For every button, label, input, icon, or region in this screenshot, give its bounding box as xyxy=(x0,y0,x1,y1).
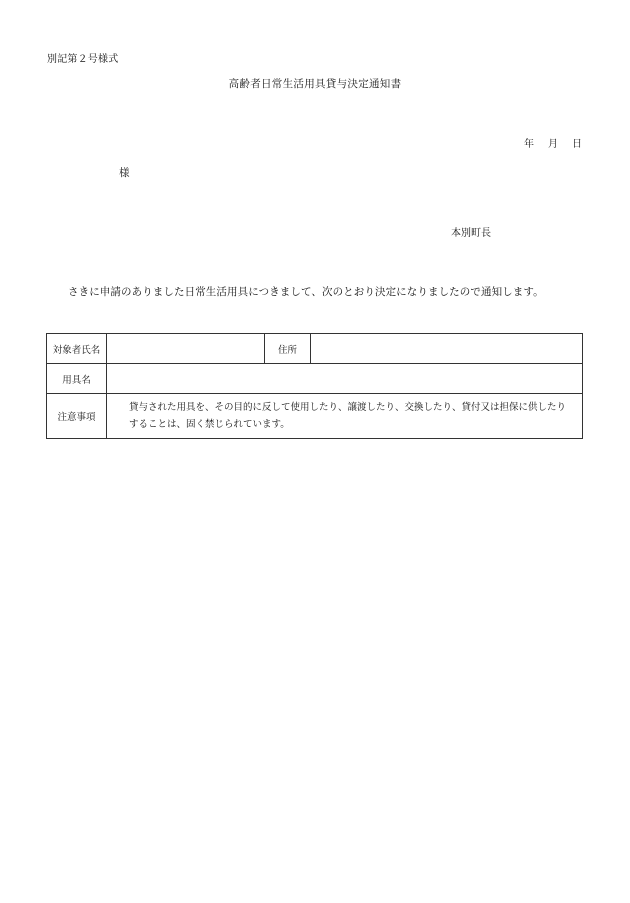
table-row-name-address xyxy=(47,334,583,364)
table-row-notes xyxy=(47,394,583,439)
date-day-label: 日 xyxy=(572,139,582,150)
name-label: 対象者氏名 xyxy=(47,334,107,364)
address-label: 住所 xyxy=(265,334,311,364)
recipient-honorific: 様 xyxy=(119,167,130,179)
notes-label: 注意事項 xyxy=(47,394,107,439)
notification-body: さきに申請のありました日常生活用具につきまして、次のとおり決定になりましたので通知します。 xyxy=(68,286,544,298)
document-title: 高齢者日常生活用具貸与決定通知書 xyxy=(228,78,402,90)
date-year-label: 年 xyxy=(524,139,534,150)
form-number: 別記第２号様式 xyxy=(47,54,119,65)
issuer-name: 本別町長 xyxy=(451,228,491,239)
address-value-cell xyxy=(311,334,583,364)
date-line xyxy=(524,135,582,150)
info-table xyxy=(46,333,583,439)
notes-text: 貸与された用具を、その目的に反して使用したり、譲渡したり、交換したり、貸付又は担保に供したりすることは、固く禁じられています。 xyxy=(107,394,583,439)
equipment-label: 用具名 xyxy=(47,364,107,394)
table-row-equipment xyxy=(47,364,583,394)
date-month-label: 月 xyxy=(548,139,558,150)
name-value-cell xyxy=(107,334,265,364)
equipment-value-cell xyxy=(107,364,583,394)
